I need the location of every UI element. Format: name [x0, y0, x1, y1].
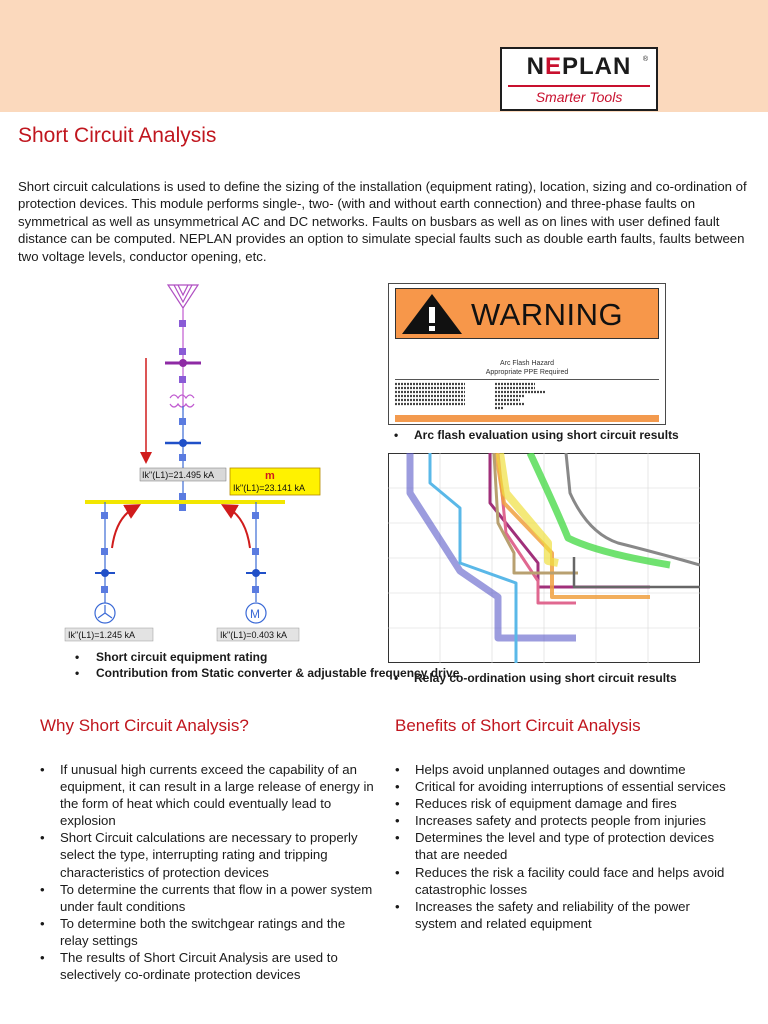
list-item: • If unusual high currents exceed the capability of an equipment, it can result in a large release of energy in the form of heat which could eventually lead to explosion [40, 761, 375, 829]
warning-header [395, 288, 659, 339]
list-item: • Helps avoid unplanned outages and downtime [395, 761, 730, 778]
neplan-logo [500, 47, 658, 111]
list-item: • Increases safety and protects people from injuries [395, 812, 730, 829]
logo-brand: NEPLAN [526, 53, 632, 80]
list-item: • Arc flash evaluation using short circuit results [394, 428, 679, 442]
logo-divider [508, 85, 650, 87]
warning-title: WARNING [471, 297, 624, 332]
transformer-icon [170, 395, 194, 407]
warning-caption [394, 428, 679, 442]
list-item: • Critical for avoiding interruptions of essential services [395, 778, 730, 795]
arrow-up-right-icon [228, 508, 250, 548]
list-item: • Reduces the risk a facility could face and helps avoid catastrophic losses [395, 864, 730, 898]
ik-left-label: Ik"(L1)=1.245 kA [68, 630, 135, 640]
arc-flash-warning-label [388, 283, 666, 425]
logo-tagline: Smarter Tools [535, 89, 623, 105]
ik-right-label: Ik"(L1)=0.403 kA [220, 630, 287, 640]
list-item: • Contribution from Static converter & adjustable frequency drive [75, 666, 459, 682]
relay-caption [394, 671, 677, 685]
ik-main-label: Ik"(L1)=21.495 kA [142, 470, 214, 480]
list-item: • To determine both the switchgear ratings and the relay settings [40, 915, 375, 949]
list-item: • The results of Short Circuit Analysis are used to selectively co-ordinate protection devices [40, 949, 375, 983]
warning-table-lines [395, 380, 659, 412]
arrow-up-left-icon [112, 508, 134, 548]
svg-text:M: M [250, 607, 260, 621]
intro-paragraph: Short circuit calculations is used to define the sizing of the installation (equipment rating), location, sizing and co-ordination of protection devices. This module performs single-, two- (with and without earth connection) and three-phase faults on symmetrical as well as unsymmetrical AC and DC networks. Faults on busbars as well as on lines with user defined fault distance can be computed. NEPLAN provides an option to simulate special faults such as double earth faults, faults between two voltage levels, conductor opening, etc. [18, 179, 747, 264]
benefits-heading: Benefits of Short Circuit Analysis [395, 716, 641, 735]
relay-coordination-chart [388, 453, 700, 663]
logo-registered-mark: ® [642, 56, 648, 63]
list-item: • Relay co-ordination using short circuit results [394, 671, 677, 685]
warning-data-table [395, 379, 659, 412]
warning-triangle-icon [400, 291, 464, 337]
why-heading: Why Short Circuit Analysis? [40, 716, 249, 735]
warning-subtitle-1: Arc Flash Hazard [499, 360, 555, 367]
warning-footer-bar [395, 415, 659, 422]
list-item: • To determine the currents that flow in a power system under fault conditions [40, 881, 375, 915]
fault-symbol-icon: m [265, 470, 275, 482]
list-item: • Reduces risk of equipment damage and fires [395, 795, 730, 812]
grid-source-icon [168, 285, 198, 308]
list-item: • Short circuit equipment rating [75, 650, 459, 666]
warning-subtitle-2: Appropriate PPE Required [485, 369, 569, 376]
why-list [40, 761, 375, 983]
ik-fault-label: Ik"(L1)=23.141 kA [233, 483, 305, 493]
single-line-diagram [60, 280, 360, 650]
benefits-list [395, 761, 730, 932]
page-title: Short Circuit Analysis [18, 124, 217, 147]
list-item: • Determines the level and type of protection devices that are needed [395, 829, 730, 863]
list-item: • Increases the safety and reliability of the power system and related equipment [395, 898, 730, 932]
list-item: • Short Circuit calculations are necessary to properly select the type, interrupting rating and tripping characteristics of protection devices [40, 829, 375, 880]
